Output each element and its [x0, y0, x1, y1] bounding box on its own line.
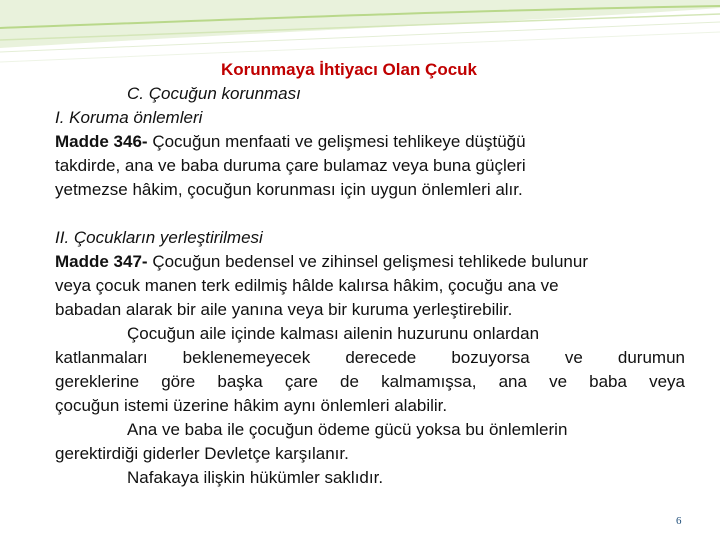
article-347-text-1: Çocuğun bedensel ve zihinsel gelişmesi tehlikede bulunur [147, 252, 588, 271]
paragraph-3-line-1: Ana ve baba ile çocuğun ödeme gücü yoksa bu önlemlerin [127, 420, 568, 439]
page-number: 6 [676, 515, 682, 527]
paragraph-2-line-1: Çocuğun aile içinde kalması ailenin huzurunu onlardan [127, 324, 540, 343]
section1-heading: I. Koruma önlemleri [55, 108, 203, 127]
article-346-line-2: takdirde, ana ve baba duruma çare bulamaz veya buna güçleri [55, 156, 526, 175]
section2-heading: II. Çocukların yerleştirilmesi [55, 228, 263, 247]
slide-body [55, 58, 685, 490]
paragraph-2-line-2-text: katlanmaları beklenemeyecek derecede bozuyorsa ve durumun [55, 348, 685, 367]
slide-title: Korunmaya İhtiyacı Olan Çocuk [221, 60, 478, 79]
article-346-label: Madde 346- [55, 132, 148, 151]
article-347-line-3: babadan alarak bir aile yanına veya bir kuruma yerleştirebilir. [55, 300, 513, 319]
paragraph-gap [55, 202, 685, 226]
article-347-line-2: veya çocuk manen terk edilmiş hâlde kalırsa hâkim, çocuğu ana ve [55, 276, 559, 295]
article-346-line-1 [55, 130, 685, 154]
article-346-text-1: Çocuğun menfaati ve gelişmesi tehlikeye düştüğü [147, 132, 526, 151]
article-346-line-3: yetmezse hâkim, çocuğun korunması için uygun önlemleri alır. [55, 180, 523, 199]
article-347-label: Madde 347- [55, 252, 148, 271]
paragraph-2-line-3-text: gereklerine göre başka çare de kalmamışsa, ana ve baba veya [55, 372, 685, 391]
article-347-line-1 [55, 250, 685, 274]
paragraph-4: Nafakaya ilişkin hükümler saklıdır. [127, 468, 384, 487]
paragraph-2-line-4: çocuğun istemi üzerine hâkim aynı önlemleri alabilir. [55, 396, 448, 415]
slide-subtitle: C. Çocuğun korunması [127, 84, 301, 103]
paragraph-3-line-2: gerektirdiği giderler Devletçe karşılanır. [55, 444, 349, 463]
